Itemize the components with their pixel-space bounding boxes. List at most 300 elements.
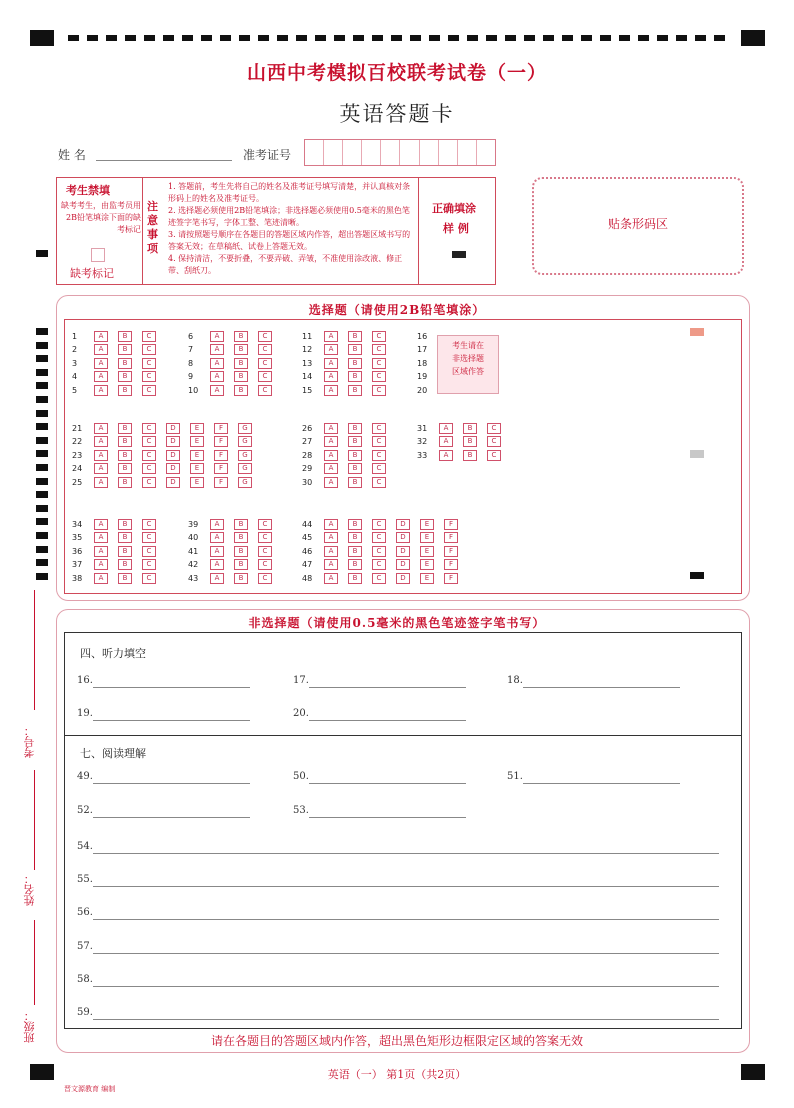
answer-bubble-a[interactable]: A — [324, 559, 338, 570]
answer-bubble-b[interactable]: B — [118, 573, 132, 584]
answer-bubble-b[interactable]: B — [234, 532, 248, 543]
section7-title: 七、阅读理解 — [80, 747, 146, 760]
answer-bubble-g[interactable]: G — [238, 423, 252, 434]
question-number: 25 — [72, 477, 83, 487]
right-mark-black — [690, 572, 704, 579]
answer-bubble-a[interactable]: A — [439, 423, 453, 434]
answer-bubble-a[interactable]: A — [324, 331, 338, 342]
question-row — [302, 422, 396, 435]
answer-bubble-e[interactable]: E — [420, 573, 434, 584]
section-divider — [64, 735, 741, 736]
answer-bubble-c[interactable]: C — [372, 546, 386, 557]
notes-label: 注意事项 — [147, 200, 158, 255]
question-number: 45 — [302, 533, 313, 543]
absent-mark-label: 缺考标记 — [70, 267, 114, 280]
timing-mark — [36, 342, 48, 349]
answer-bubble-b[interactable]: B — [348, 532, 362, 543]
answer-bubble-a[interactable]: A — [210, 344, 224, 355]
answer-bubble-c[interactable]: C — [142, 371, 156, 382]
answer-bubble-b[interactable]: B — [118, 546, 132, 557]
answer-bubble-c[interactable]: C — [487, 423, 501, 434]
answer-bubble-f[interactable]: F — [214, 423, 228, 434]
timing-dash — [163, 35, 174, 41]
answer-bubble-f[interactable]: F — [444, 546, 458, 557]
answer-bubble-c[interactable]: C — [372, 371, 386, 382]
answer-bubble-b[interactable]: B — [118, 371, 132, 382]
question-row — [72, 343, 166, 356]
answer-bubble-c[interactable]: C — [258, 344, 272, 355]
fill-number: 16. — [77, 675, 93, 686]
question-number: 47 — [302, 560, 313, 570]
question-row — [72, 422, 262, 435]
answer-bubble-c[interactable]: C — [487, 436, 501, 447]
answer-bubble-c[interactable]: C — [142, 463, 156, 474]
answer-bubble-c[interactable]: C — [142, 546, 156, 557]
answer-bubble-b[interactable]: B — [348, 573, 362, 584]
answer-line[interactable] — [93, 1019, 719, 1020]
question-row — [72, 435, 262, 448]
question-row — [72, 370, 166, 383]
question-row — [188, 343, 282, 356]
side-label-class: 班级： — [23, 1010, 36, 1043]
answer-bubble-b[interactable]: B — [234, 371, 248, 382]
answer-bubble-c[interactable]: C — [142, 331, 156, 342]
question-number: 31 — [417, 424, 428, 433]
answer-bubble-b[interactable]: B — [234, 385, 248, 396]
fill-number: 49. — [77, 771, 93, 782]
answer-bubble-b[interactable]: B — [234, 559, 248, 570]
answer-bubble-b[interactable]: B — [118, 344, 132, 355]
answer-bubble-a[interactable]: A — [439, 450, 453, 461]
answer-bubble-a[interactable]: A — [210, 573, 224, 584]
answer-line[interactable] — [309, 720, 466, 721]
answer-bubble-a[interactable]: A — [324, 423, 338, 434]
question-row — [302, 343, 396, 356]
timing-mark — [36, 505, 48, 512]
question-number: 24 — [72, 464, 83, 474]
question-number: 4 — [72, 372, 78, 382]
answer-bubble-a[interactable]: A — [210, 519, 224, 530]
answer-bubble-a[interactable]: A — [210, 385, 224, 396]
answer-bubble-d[interactable]: D — [166, 436, 180, 447]
answer-bubble-a[interactable]: A — [324, 463, 338, 474]
timing-mark — [36, 518, 48, 525]
question-row — [302, 531, 468, 544]
answer-bubble-c[interactable]: C — [142, 519, 156, 530]
answer-bubble-b[interactable]: B — [348, 463, 362, 474]
answer-bubble-b[interactable]: B — [348, 423, 362, 434]
answer-bubble-c[interactable]: C — [142, 532, 156, 543]
answer-bubble-b[interactable]: B — [348, 477, 362, 488]
answer-bubble-a[interactable]: A — [94, 532, 108, 543]
answer-line[interactable] — [93, 919, 719, 920]
question-number: 30 — [302, 477, 313, 487]
answer-bubble-b[interactable]: B — [234, 546, 248, 557]
question-number: 3 — [72, 358, 78, 368]
side-line — [34, 590, 35, 710]
answer-bubble-a[interactable]: A — [210, 358, 224, 369]
timing-dash — [619, 35, 630, 41]
question-row — [188, 572, 282, 585]
answer-bubble-a[interactable]: A — [324, 385, 338, 396]
answer-bubble-c[interactable]: C — [142, 385, 156, 396]
question-number: 43 — [188, 573, 199, 583]
answer-bubble-c[interactable]: C — [258, 559, 272, 570]
answer-bubble-b[interactable]: B — [463, 436, 477, 447]
name-field[interactable] — [96, 160, 232, 161]
answer-bubble-b[interactable]: B — [463, 450, 477, 461]
bottom-warning: 请在各题目的答题区域内作答，超出黑色矩形边框限定区域的答案无效 — [210, 1034, 583, 1048]
answer-bubble-c[interactable]: C — [142, 436, 156, 447]
notes-list — [168, 181, 412, 277]
answer-line[interactable] — [93, 986, 719, 987]
question-row — [302, 545, 468, 558]
answer-line[interactable] — [93, 886, 719, 887]
question-number: 23 — [72, 450, 83, 460]
answer-bubble-c[interactable]: C — [258, 519, 272, 530]
answer-bubble-d[interactable]: D — [166, 477, 180, 488]
answer-bubble-a[interactable]: A — [210, 546, 224, 557]
answer-bubble-e[interactable]: E — [190, 463, 204, 474]
question-number: 38 — [72, 573, 83, 583]
answer-bubble-f[interactable]: F — [214, 436, 228, 447]
page-footer: 英语（一） 第1页（共2页） — [327, 1068, 467, 1081]
answer-bubble-a[interactable]: A — [324, 371, 338, 382]
side-line — [34, 770, 35, 870]
answer-bubble-f[interactable]: F — [444, 573, 458, 584]
answer-bubble-c[interactable]: C — [142, 344, 156, 355]
answer-line[interactable] — [309, 817, 466, 818]
question-row — [188, 531, 282, 544]
answer-bubble-b[interactable]: B — [118, 385, 132, 396]
answer-line[interactable] — [309, 783, 466, 784]
timing-mark — [36, 369, 48, 376]
answer-line[interactable] — [93, 853, 719, 854]
question-number: 42 — [188, 560, 199, 570]
answer-bubble-e[interactable]: E — [420, 546, 434, 557]
question-row — [302, 384, 396, 397]
answer-bubble-a[interactable]: A — [324, 344, 338, 355]
answer-line[interactable] — [93, 687, 250, 688]
answer-bubble-b[interactable]: B — [348, 385, 362, 396]
answer-bubble-c[interactable]: C — [372, 477, 386, 488]
answer-bubble-f[interactable]: F — [444, 519, 458, 530]
question-number: 1 — [72, 332, 78, 341]
answer-bubble-c[interactable]: C — [142, 477, 156, 488]
answer-bubble-e[interactable]: E — [190, 423, 204, 434]
answer-bubble-b[interactable]: B — [118, 532, 132, 543]
answer-bubble-b[interactable]: B — [118, 477, 132, 488]
corner-mark — [30, 30, 54, 46]
answer-bubble-d[interactable]: D — [166, 450, 180, 461]
question-row — [417, 449, 511, 462]
question-row — [72, 357, 166, 370]
answer-bubble-a[interactable]: A — [210, 331, 224, 342]
answer-bubble-a[interactable]: A — [94, 358, 108, 369]
timing-dash — [600, 35, 611, 41]
answer-bubble-b[interactable]: B — [234, 358, 248, 369]
right-mark-gray — [690, 450, 704, 458]
timing-dash — [258, 35, 269, 41]
question-number: 44 — [302, 520, 313, 529]
answer-bubble-b[interactable]: B — [348, 331, 362, 342]
answer-bubble-c[interactable]: C — [258, 371, 272, 382]
question-number: 32 — [417, 437, 428, 447]
timing-dash — [695, 35, 706, 41]
answer-bubble-c[interactable]: C — [142, 450, 156, 461]
answer-bubble-d[interactable]: D — [396, 532, 410, 543]
answer-line[interactable] — [93, 953, 719, 954]
question-row — [72, 449, 262, 462]
fill-number: 17. — [293, 675, 309, 686]
answer-bubble-a[interactable]: A — [324, 436, 338, 447]
answer-bubble-e[interactable]: E — [420, 559, 434, 570]
answer-bubble-d[interactable]: D — [396, 559, 410, 570]
answer-bubble-b[interactable]: B — [348, 559, 362, 570]
answer-bubble-g[interactable]: G — [238, 450, 252, 461]
timing-dash — [657, 35, 668, 41]
answer-bubble-a[interactable]: A — [94, 477, 108, 488]
answer-bubble-a[interactable]: A — [94, 519, 108, 530]
answer-bubble-a[interactable]: A — [324, 450, 338, 461]
answer-line[interactable] — [93, 720, 250, 721]
answer-bubble-c[interactable]: C — [372, 519, 386, 530]
timing-dash — [353, 35, 364, 41]
answer-bubble-d[interactable]: D — [166, 423, 180, 434]
answer-bubble-c[interactable]: C — [372, 559, 386, 570]
timing-dash — [448, 35, 459, 41]
question-number: 2 — [72, 345, 78, 355]
answer-bubble-b[interactable]: B — [118, 450, 132, 461]
answer-bubble-b[interactable]: B — [118, 519, 132, 530]
answer-bubble-c[interactable]: C — [142, 423, 156, 434]
answer-line[interactable] — [523, 687, 680, 688]
absent-title: 考生禁填 — [66, 184, 110, 197]
answer-bubble-b[interactable]: B — [348, 371, 362, 382]
section4-title: 四、听力填空 — [80, 647, 146, 660]
answer-bubble-a[interactable]: A — [94, 450, 108, 461]
exam-id-label: 准考证号 — [243, 148, 292, 162]
timing-mark — [36, 396, 48, 403]
side-mark — [36, 250, 48, 257]
fill-number: 51. — [507, 771, 523, 782]
answer-bubble-a[interactable]: A — [324, 477, 338, 488]
answer-bubble-c[interactable]: C — [372, 423, 386, 434]
answer-bubble-a[interactable]: A — [94, 423, 108, 434]
answer-bubble-f[interactable]: F — [214, 463, 228, 474]
answer-bubble-f[interactable]: F — [214, 477, 228, 488]
answer-bubble-b[interactable]: B — [234, 573, 248, 584]
question-number: 18 — [417, 358, 428, 368]
answer-bubble-a[interactable]: A — [94, 463, 108, 474]
timing-dash — [372, 35, 383, 41]
question-number: 20 — [417, 385, 428, 395]
answer-bubble-e[interactable]: E — [190, 477, 204, 488]
answer-bubble-c[interactable]: C — [258, 331, 272, 342]
answer-bubble-c[interactable]: C — [372, 463, 386, 474]
answer-bubble-a[interactable]: A — [94, 436, 108, 447]
answer-bubble-d[interactable]: D — [396, 573, 410, 584]
timing-mark — [36, 464, 48, 471]
timing-dash — [410, 35, 421, 41]
answer-bubble-b[interactable]: B — [118, 331, 132, 342]
answer-bubble-c[interactable]: C — [372, 450, 386, 461]
fill-number: 53. — [293, 805, 309, 816]
answer-bubble-b[interactable]: B — [118, 559, 132, 570]
mc-warning-box — [437, 335, 499, 394]
question-number: 12 — [302, 345, 313, 355]
answer-bubble-c[interactable]: C — [372, 385, 386, 396]
answer-bubble-e[interactable]: E — [420, 532, 434, 543]
answer-bubble-b[interactable]: B — [118, 463, 132, 474]
answer-line[interactable] — [93, 783, 250, 784]
timing-dash — [201, 35, 212, 41]
answer-bubble-a[interactable]: A — [324, 532, 338, 543]
question-number: 39 — [188, 520, 199, 529]
answer-bubble-c[interactable]: C — [487, 450, 501, 461]
question-number: 6 — [188, 332, 194, 341]
answer-bubble-c[interactable]: C — [258, 546, 272, 557]
timing-dash — [429, 35, 440, 41]
answer-bubble-a[interactable]: A — [324, 573, 338, 584]
absent-checkbox[interactable] — [91, 248, 105, 262]
question-number: 40 — [188, 533, 199, 543]
timing-mark — [36, 437, 48, 444]
answer-bubble-a[interactable]: A — [94, 559, 108, 570]
sample-title: 正确填涂 — [432, 202, 476, 215]
answer-bubble-c[interactable]: C — [258, 385, 272, 396]
answer-bubble-c[interactable]: C — [258, 532, 272, 543]
answer-bubble-c[interactable]: C — [258, 358, 272, 369]
timing-dash — [239, 35, 250, 41]
timing-mark — [36, 450, 48, 457]
answer-bubble-d[interactable]: D — [166, 463, 180, 474]
question-number: 7 — [188, 345, 194, 355]
non-mc-box — [64, 632, 742, 1029]
question-row — [72, 462, 262, 475]
answer-bubble-b[interactable]: B — [348, 450, 362, 461]
answer-bubble-b[interactable]: B — [234, 331, 248, 342]
timing-dash — [296, 35, 307, 41]
answer-bubble-c[interactable]: C — [372, 344, 386, 355]
fill-number: 56. — [77, 907, 93, 919]
question-row — [302, 370, 396, 383]
answer-bubble-b[interactable]: B — [463, 423, 477, 434]
timing-mark — [36, 532, 48, 539]
answer-bubble-c[interactable]: C — [372, 532, 386, 543]
question-row — [302, 449, 396, 462]
answer-bubble-c[interactable]: C — [372, 436, 386, 447]
timing-mark — [36, 559, 48, 566]
fill-number: 55. — [77, 874, 93, 886]
answer-bubble-a[interactable]: A — [324, 546, 338, 557]
answer-bubble-g[interactable]: G — [238, 477, 252, 488]
question-number: 28 — [302, 450, 313, 460]
answer-bubble-f[interactable]: F — [214, 450, 228, 461]
answer-bubble-b[interactable]: B — [118, 358, 132, 369]
answer-bubble-c[interactable]: C — [372, 358, 386, 369]
answer-bubble-a[interactable]: A — [210, 371, 224, 382]
answer-bubble-c[interactable]: C — [258, 573, 272, 584]
answer-bubble-c[interactable]: C — [142, 358, 156, 369]
answer-bubble-a[interactable]: A — [324, 519, 338, 530]
answer-bubble-g[interactable]: G — [238, 436, 252, 447]
answer-bubble-a[interactable]: A — [210, 559, 224, 570]
answer-bubble-b[interactable]: B — [118, 436, 132, 447]
question-row — [302, 462, 396, 475]
question-row — [72, 558, 166, 571]
answer-line[interactable] — [93, 817, 250, 818]
answer-bubble-g[interactable]: G — [238, 463, 252, 474]
answer-bubble-a[interactable]: A — [210, 532, 224, 543]
answer-bubble-a[interactable]: A — [94, 371, 108, 382]
answer-bubble-b[interactable]: B — [348, 436, 362, 447]
question-row — [302, 435, 396, 448]
timing-dash — [676, 35, 687, 41]
answer-bubble-c[interactable]: C — [372, 331, 386, 342]
answer-bubble-c[interactable]: C — [372, 573, 386, 584]
question-row — [302, 572, 468, 585]
question-row — [72, 545, 166, 558]
answer-bubble-a[interactable]: A — [94, 573, 108, 584]
answer-bubble-a[interactable]: A — [324, 358, 338, 369]
answer-bubble-b[interactable]: B — [348, 358, 362, 369]
maker-label: 晋文源教育 编制 — [64, 1085, 116, 1093]
answer-bubble-f[interactable]: F — [444, 559, 458, 570]
question-row — [188, 518, 282, 531]
question-row — [72, 572, 166, 585]
answer-bubble-e[interactable]: E — [420, 519, 434, 530]
answer-bubble-e[interactable]: E — [190, 436, 204, 447]
answer-bubble-b[interactable]: B — [234, 519, 248, 530]
answer-bubble-c[interactable]: C — [142, 559, 156, 570]
answer-bubble-b[interactable]: B — [118, 423, 132, 434]
question-number: 14 — [302, 372, 313, 382]
question-row — [188, 384, 282, 397]
answer-line[interactable] — [309, 687, 466, 688]
mc-warning-line: 区域作答 — [452, 367, 484, 376]
timing-dash — [562, 35, 573, 41]
answer-bubble-a[interactable]: A — [439, 436, 453, 447]
question-number: 21 — [72, 424, 83, 433]
answer-bubble-d[interactable]: D — [396, 519, 410, 530]
answer-line[interactable] — [523, 783, 680, 784]
answer-bubble-e[interactable]: E — [190, 450, 204, 461]
timing-dash — [106, 35, 117, 41]
answer-bubble-a[interactable]: A — [94, 385, 108, 396]
answer-bubble-f[interactable]: F — [444, 532, 458, 543]
answer-bubble-b[interactable]: B — [348, 519, 362, 530]
answer-bubble-b[interactable]: B — [348, 546, 362, 557]
question-number: 37 — [72, 560, 83, 570]
exam-id-boxes[interactable] — [304, 139, 496, 166]
answer-bubble-a[interactable]: A — [94, 344, 108, 355]
answer-bubble-b[interactable]: B — [348, 344, 362, 355]
answer-bubble-d[interactable]: D — [396, 546, 410, 557]
question-row — [417, 330, 439, 343]
question-number: 15 — [302, 385, 313, 395]
answer-bubble-a[interactable]: A — [94, 546, 108, 557]
note-item: 1. 答题前，考生先将自己的姓名及准考证号填写清楚，并认真核对条形码上的姓名及准考证号。 — [168, 182, 411, 203]
timing-dash — [505, 35, 516, 41]
answer-bubble-b[interactable]: B — [234, 344, 248, 355]
timing-mark — [36, 478, 48, 485]
mc-title: 选择题（请使用2B铅笔填涂） — [308, 303, 486, 317]
answer-bubble-c[interactable]: C — [142, 573, 156, 584]
timing-dash — [524, 35, 535, 41]
question-number: 34 — [72, 520, 83, 529]
answer-bubble-a[interactable]: A — [94, 331, 108, 342]
